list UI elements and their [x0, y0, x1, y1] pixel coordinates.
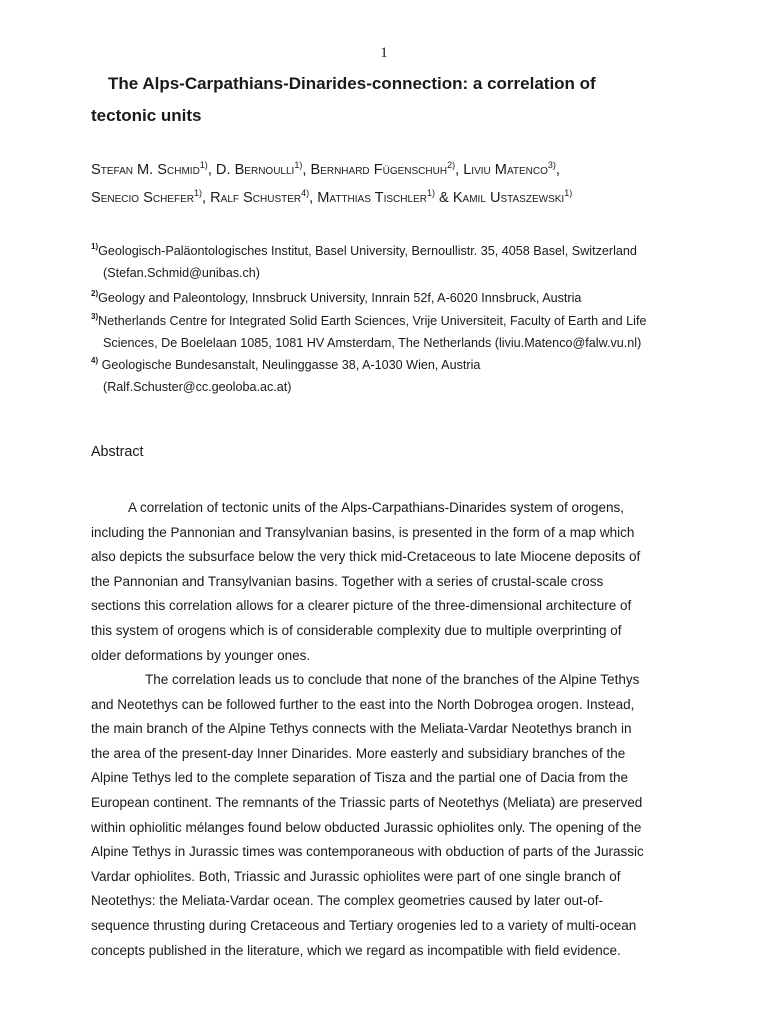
text-line: this system of orogens which is of considerable complexity due to multiple overprinting of — [91, 622, 622, 638]
text-line: older deformations by younger ones. — [91, 647, 311, 663]
text-line: concepts published in the literature, which we regard as incompatible with field evidence. — [91, 942, 621, 958]
author-separator: , — [202, 190, 211, 206]
author-affiliation-mark: 1) — [564, 188, 573, 198]
affiliation-text: Geology and Paleontology, Innsbruck University, Innrain 52f, A-6020 Innsbruck, Austria — [98, 291, 582, 305]
title-line: tectonic units — [91, 106, 202, 125]
affiliation-mark: 1) — [91, 242, 99, 251]
affiliation-text: Geologisch-Paläontologisches Institut, Basel University, Bernoullistr. 35, 4058 Basel, Switzerland — [98, 244, 637, 258]
author-name: Bernhard Fügenschuh — [310, 162, 448, 178]
text-line: and Neotethys can be followed further to the east into the North Dobrogea orogen. Instead, — [91, 696, 635, 712]
affiliation-text: Netherlands Centre for Integrated Solid Earth Sciences, Vrije Universiteit, Faculty of Earth and Life — [98, 314, 647, 328]
abstract-paragraph-2 — [91, 668, 677, 963]
author-line — [91, 156, 711, 184]
text-line: sections this correlation allows for a clearer picture of the three-dimensional architecture of — [91, 598, 632, 614]
author-name: Kamil Ustaszewski — [452, 190, 565, 206]
text-line: the Pannonian and Transylvanian basins. Together with a series of crustal-scale cross — [91, 573, 604, 589]
affiliation — [91, 310, 711, 354]
author-separator: & — [434, 190, 453, 206]
author-separator: , — [555, 162, 560, 178]
text-line: Vardar ophiolites. Both, Triassic and Jurassic ophiolites were part of one single branch of — [91, 868, 621, 884]
text-line: Alpine Tethys in Jurassic times was contemporaneous with obduction of parts of the Jurassic — [91, 844, 644, 860]
author-line — [91, 184, 711, 212]
affiliation-mark: 2) — [91, 289, 99, 298]
text-line: Neotethys: the Meliata-Vardar ocean. The complex geometries caused by later out-of- — [91, 893, 604, 909]
author-affiliation-mark: 1) — [294, 160, 303, 170]
affiliation-line — [91, 354, 711, 376]
author-affiliation-mark: 4) — [301, 188, 310, 198]
affiliation-email: (Stefan.Schmid@unibas.ch) — [103, 266, 260, 280]
author-name: Matthias Tischler — [317, 190, 427, 206]
text-line: The correlation leads us to conclude that none of the branches of the Alpine Tethys — [145, 672, 640, 687]
text-line: within ophiolitic mélanges found below obducted Jurassic ophiolites only. The opening of the — [91, 819, 642, 835]
author-affiliation-mark: 1) — [193, 188, 202, 198]
author-list — [91, 156, 711, 212]
affiliation-text: Geologische Bundesanstalt, Neulinggasse 38, A-1030 Wien, Austria — [98, 358, 481, 372]
affiliation-mark: 3) — [91, 312, 99, 321]
author-affiliation-mark: 1) — [199, 160, 208, 170]
abstract-heading: Abstract — [91, 444, 144, 460]
affiliation — [91, 354, 711, 398]
text-line: including the Pannonian and Transylvanian basins, is presented in the form of a map which — [91, 524, 635, 540]
author-name: Liviu Matenco — [463, 162, 548, 178]
text-line: also depicts the subsurface below the very thick mid-Cretaceous to late Miocene deposits of — [91, 549, 641, 565]
affiliation — [91, 287, 711, 309]
text-line: sequence thrusting during Cretaceous and Tertiary orogenies led to a variety of multi-ocean — [91, 917, 637, 933]
author-name: Stefan M. Schmid — [91, 162, 200, 178]
text-line: the main branch of the Alpine Tethys connects with the Meliata-Vardar Neotethys branch in — [91, 721, 632, 737]
author-name: Ralf Schuster — [210, 190, 302, 206]
author-affiliation-mark: 1) — [426, 188, 435, 198]
affiliation-line — [91, 310, 711, 332]
affiliation-mark: 4) — [91, 356, 99, 365]
affiliation-line — [91, 240, 711, 262]
author-separator: , — [302, 162, 311, 178]
affiliation-email: (Ralf.Schuster@cc.geoloba.ac.at) — [103, 380, 292, 394]
paper-title — [91, 68, 691, 132]
author-separator: , — [309, 190, 318, 206]
text-line: Alpine Tethys led to the complete separation of Tisza and the partial one of Dacia from the — [91, 770, 629, 786]
affiliation-line — [91, 287, 711, 309]
affiliation — [91, 240, 711, 284]
author-separator: , — [207, 162, 216, 178]
abstract-paragraph-1 — [91, 496, 677, 668]
text-line: the area of the present-day Inner Dinarides. More easterly and subsidiary branches of the — [91, 745, 626, 761]
text-line: European continent. The remnants of the Triassic parts of Neotethys (Meliata) are preserved — [91, 794, 643, 810]
title-line: The Alps-Carpathians-Dinarides-connection: a correlation of — [108, 74, 596, 93]
author-name: D. Bernoulli — [215, 162, 295, 178]
author-affiliation-mark: 3) — [547, 160, 556, 170]
page-number: 1 — [380, 45, 388, 61]
author-separator: , — [455, 162, 464, 178]
affiliation-text-continued: Sciences, De Boelelaan 1085, 1081 HV Amsterdam, The Netherlands (liviu.Matenco@falw.vu.nl) — [103, 336, 642, 350]
text-line: A correlation of tectonic units of the Alps-Carpathians-Dinarides system of orogens, — [128, 500, 624, 515]
author-name: Senecio Schefer — [91, 190, 194, 206]
author-affiliation-mark: 2) — [447, 160, 456, 170]
